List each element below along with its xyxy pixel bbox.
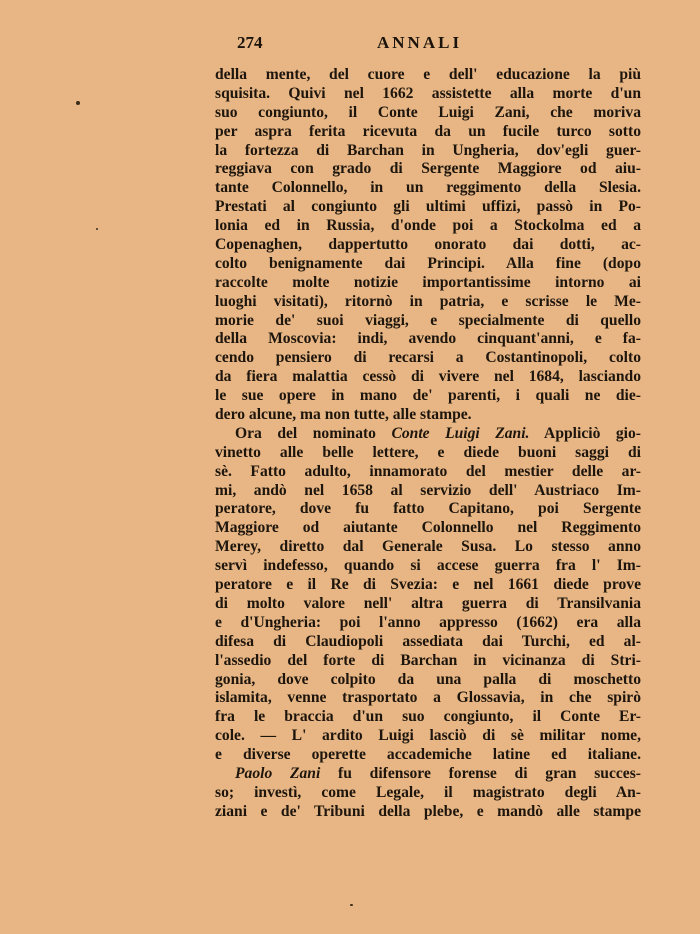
text-line: di molto valore nell' altra guerra di Transilvania <box>215 594 641 612</box>
text-line: della mente, del cuore e dell' educazione la più <box>215 66 641 83</box>
text-line: Maggiore od aiutante Colonnello nel Reggimento <box>215 519 641 537</box>
text-line: cendo pensiero di recarsi a Costantinopoli, colto <box>215 349 641 367</box>
text-line: Merey, diretto dal Generale Susa. Lo stesso anno <box>215 538 641 556</box>
text-line: Prestati al congiunto gli ultimi uffizi, passò in Po- <box>215 198 641 216</box>
italic-name: Conte Luigi Zani. <box>391 424 530 442</box>
text-line: e diverse operette accademiche latine ed italiane. <box>215 746 641 764</box>
text-line: mi, andò nel 1658 al servizio dell' Austriaco Im- <box>215 481 641 499</box>
paper-speck <box>76 101 80 105</box>
text-line: da fiera malattia cessò di vivere nel 1684, lasciando <box>215 368 641 386</box>
body-text <box>215 66 641 822</box>
text-line: per aspra ferita ricevuta da un fucile turco sotto <box>215 122 641 140</box>
text-line: vinetto alle belle lettere, e diede buoni saggi di <box>215 443 641 461</box>
text-line: morie de' suoi viaggi, e specialmente di quello <box>215 311 641 329</box>
text-line: fra le braccia d'un suo congiunto, il Conte Er- <box>215 708 641 726</box>
text-line: squisita. Quivi nel 1662 assistette alla morte d'un <box>215 84 641 102</box>
paper-speck <box>96 228 98 230</box>
text-line: so; investì, come Legale, il magistrato degli An- <box>215 783 641 801</box>
text-line: l'assedio del forte di Barchan in vicinanza di Stri- <box>215 651 641 669</box>
text-line: le sue opere in mano de' parenti, i quali ne die- <box>215 387 641 405</box>
text-line: colto benignamente dai Principi. Alla fine (dopo <box>215 254 641 272</box>
italic-name: Paolo Zani <box>235 764 321 782</box>
text-line: peratore e il Re di Svezia: e nel 1661 diede prove <box>215 576 641 594</box>
text-line: difesa di Claudiopoli assediata dai Turchi, ed al- <box>215 632 641 650</box>
text-line: dero alcune, ma non tutte, alle stampe. <box>215 406 472 424</box>
text-line: Copenaghen, dappertutto onorato dai dotti, ac- <box>215 236 641 254</box>
text-line: servì indefesso, quando si accese guerra fra l' Im- <box>215 557 641 575</box>
paper-speck <box>350 904 353 906</box>
running-title: ANNALI <box>377 33 463 52</box>
text-line: ziani e de' Tribuni della plebe, e mandò alle stampe <box>215 802 641 820</box>
text-line: cole. — L' ardito Luigi lasciò di sè militar nome, <box>215 727 641 745</box>
text-line: la fortezza di Barchan in Ungheria, dov'egli guer- <box>215 141 641 159</box>
text-line: Paolo Zani fu difensore forense di gran succes- <box>235 764 641 782</box>
text-line: reggiava con grado di Sergente Maggiore od aiu- <box>215 160 641 178</box>
text-line: lonia ed in Russia, d'onde poi a Stockolma ed a <box>215 217 641 235</box>
text-line: e d'Ungheria: poi l'anno appresso (1662) era alla <box>215 613 641 631</box>
text-line: Ora del nominato Conte Luigi Zani. Appliciò gio- <box>235 424 641 442</box>
text-line: islamita, venne trasportato a Glossavia, in che spirò <box>215 689 641 707</box>
page-number: 274 <box>237 33 263 52</box>
text-line: tante Colonnello, in un reggimento della Slesia. <box>215 179 641 197</box>
text-line: peratore, dove fu fatto Capitano, poi Sergente <box>215 500 641 518</box>
page-header <box>215 33 640 57</box>
text-line: raccolte molte notizie importantissime intorno ai <box>215 273 641 291</box>
text-line: suo congiunto, il Conte Luigi Zani, che moriva <box>215 103 641 121</box>
text-line: sè. Fatto adulto, innamorato del mestier delle ar- <box>215 462 641 480</box>
text-line: gonia, dove colpito da una palla di moschetto <box>215 670 641 688</box>
text-line: luoghi visitati), ritornò in patria, e scrisse le Me- <box>215 292 641 310</box>
text-line: della Moscovia: indi, avendo cinquant'anni, e fa- <box>215 330 641 348</box>
